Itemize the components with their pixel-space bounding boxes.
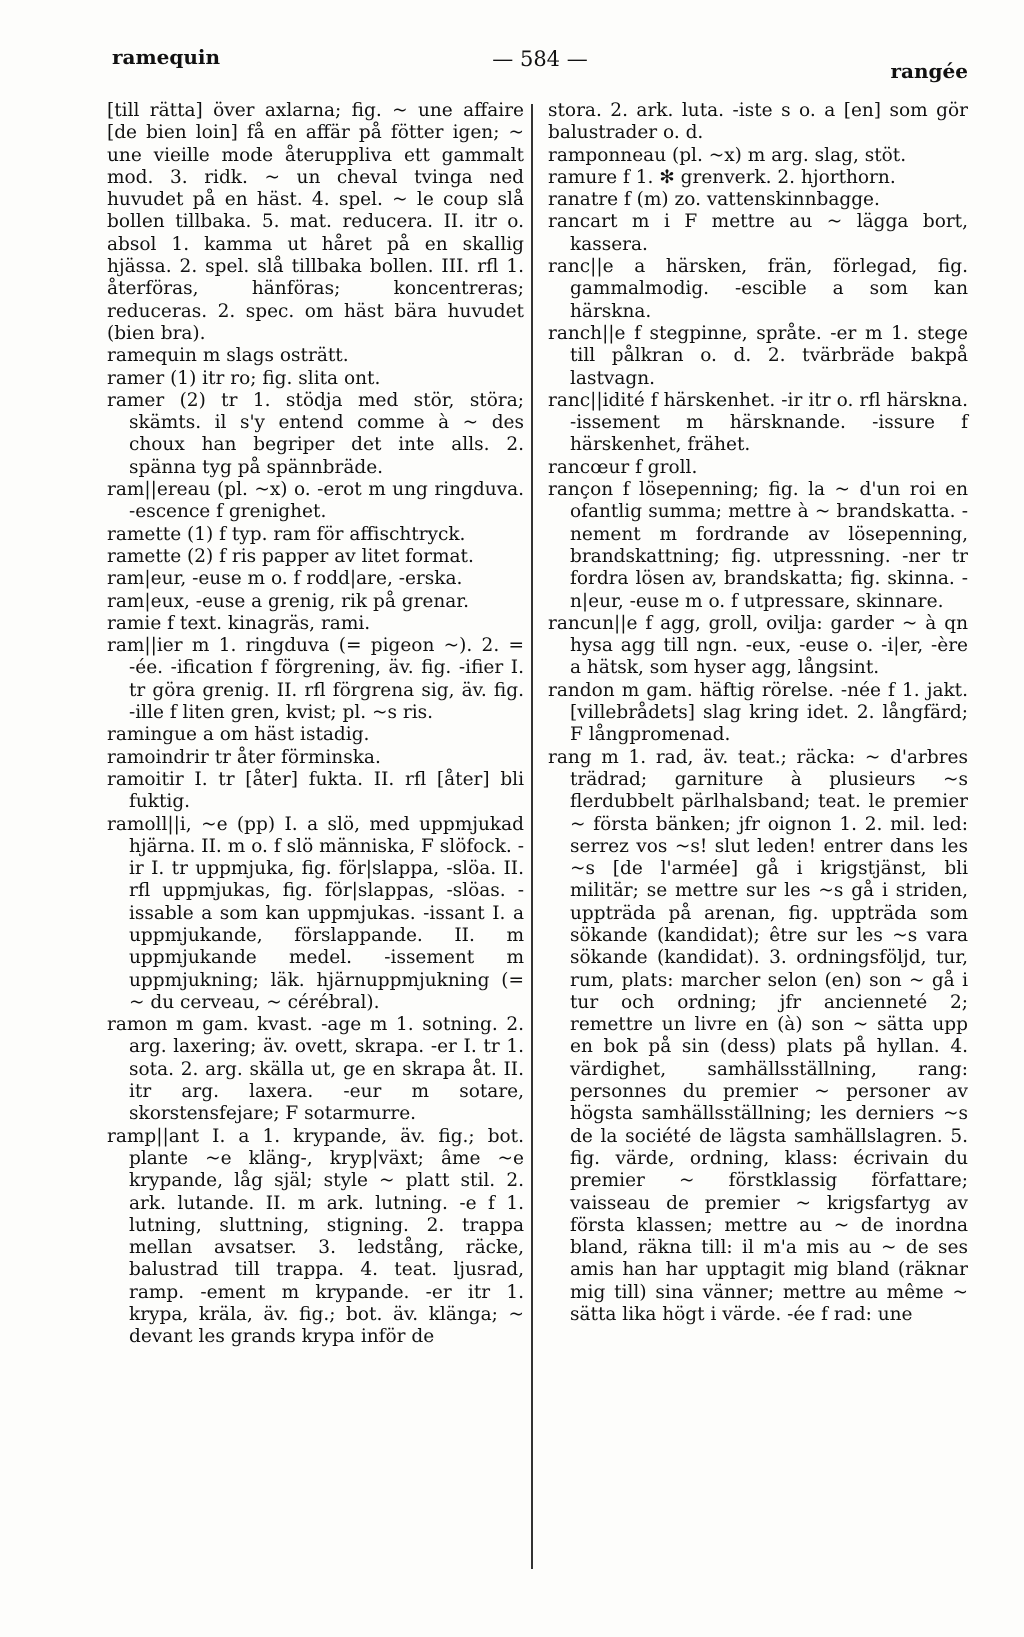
dictionary-entry: ramingue a om häst istadig. <box>107 724 370 746</box>
dictionary-entry: ranc||e a härsken, frän, förlegad, fig. gammalmodig. -escible a som kan härskna. <box>548 256 968 322</box>
dictionary-entry: [till rätta] över axlarna; fig. ~ une affaire [de bien loin] få en affär på fötter igen; ~ une vieille mode återuppliva ett gammalt mod. 3. ridk. ~ un cheval tvinga ned huvudet på en häst. 4. spel. ~ le coup slå bollen tillbaka. 5. mat. reducera. II. itr o. absol 1. kamma ut håret på en skallig hjässa. 2. spel. slå tillbaka bollen. III. rfl 1. återföras, hänföras; koncentreras; reduceras. 2. spec. om häst bära huvudet (bien bra). <box>107 100 524 344</box>
dictionary-entry: rancœur f groll. <box>548 456 698 478</box>
dictionary-entry: ramette (2) f ris papper av litet format. <box>107 545 474 567</box>
dictionary-entry: ramure f 1. ✻ grenverk. 2. hjorthorn. <box>548 166 896 188</box>
dictionary-entry: ram|eur, -euse m o. f rodd|are, -erska. <box>107 568 463 590</box>
dictionary-entry: ranch||e f stegpinne, språte. -er m 1. stege till pålkran o. d. 2. tvärbräde bakpå lastvagn. <box>548 322 968 389</box>
dictionary-entry: rang m 1. rad, äv. teat.; räcka: ~ d'arbres trädrad; garniture à plusieurs ~s flerdubbelt pärlhalsband; teat. le premier ~ första bänken; jfr oignon 1. 2. mil. led: serrez vos ~s! slut leden! entrer dans les ~s [de l'armée] gå i krigstjänst, bli militär; se mettre sur les ~s gå i striden, uppträda på arenan, fig. uppträda som sökande (kandidat); être sur les ~s vara sökande (kandidat). 3. ordningsföljd, tur, rum, plats: marcher selon (en) son ~ gå i tur och ordning; jfr ancienneté 2; remettre un livre en (à) son ~ sätta upp en bok på sin (dess) plats på hyllan. 4. värdighet, samhällsställning, rang: personnes du premier ~ personer av högsta samhällsställning; les derniers ~s de la société de lägsta samhällslagren. 5. fig. värde, ordning, klass: écrivain du premier ~ förstklassig författare; vaisseau de premier ~ krigsfartyg av första klassen; mettre au ~ de inordna bland, räkna till: il m'a mis au ~ de ses amis han har upptagit mig bland (räknar mig till) sina vänner; mettre au même ~ sätta lika högt i värde. -ée f rad: une <box>548 746 968 1326</box>
dictionary-entry: ramie f text. kinagräs, rami. <box>107 612 371 634</box>
page-number: — 584 — <box>492 47 588 71</box>
dictionary-entry: stora. 2. ark. luta. -iste s o. a [en] som gör balustrader o. d. <box>548 100 968 144</box>
dictionary-entry: ramoitir I. tr [åter] fukta. II. rfl [åter] bli fuktig. <box>107 768 524 813</box>
left-running-headword: ramequin <box>112 45 221 69</box>
dictionary-entry: rancart m i F mettre au ~ lägga bort, kassera. <box>548 211 968 255</box>
dictionary-entry: ramequin m slags osträtt. <box>107 345 349 367</box>
right-running-headword: rangée <box>890 59 968 83</box>
right-column <box>548 100 968 1326</box>
dictionary-entry: randon m gam. häftig rörelse. -née f 1. jakt. [villebrådets] slag kring idet. 2. långfärd; F långpromenad. <box>548 679 968 746</box>
page-header <box>112 45 968 85</box>
dictionary-entry: ramer (1) itr ro; fig. slita ont. <box>107 367 381 389</box>
dictionary-entry: ramponneau (pl. ~x) m arg. slag, stöt. <box>548 144 907 166</box>
dictionary-entry: ram||ier m 1. ringduva (= pigeon ~). 2. = -ée. -ification f förgrening, äv. fig. -ifier I. tr göra grenig. II. rfl förgrena sig, äv. fig. -ille f liten gren, kvist; pl. ~s ris. <box>107 635 524 724</box>
dictionary-entry: ramette (1) f typ. ram för affischtryck. <box>107 523 466 545</box>
dictionary-entry: rancun||e f agg, groll, ovilja: garder ~ à qn hysa agg till ngn. -eux, -euse o. -i|er, -ère a hätsk, som hyser agg, långsint. <box>548 612 968 679</box>
dictionary-entry: rançon f lösepenning; fig. la ~ d'un roi en ofantlig summa; mettre à ~ brandskatta. -nement m fordrande av lösepenning, brandskattning; fig. utpressning. -ner tr fordra lösen av, brandskatta; fig. skinna. -n|eur, -euse m o. f utpressare, skinnare. <box>548 479 968 612</box>
dictionary-entry: ramer (2) tr 1. stödja med stör, störa; skämts. il s'y entend comme à ~ des choux han begriper det inte alls. 2. spänna tyg på spännbräde. <box>107 389 524 478</box>
dictionary-entry: ramoindrir tr åter förminska. <box>107 746 381 768</box>
dictionary-entry: ramon m gam. kvast. -age m 1. sotning. 2. arg. laxering; äv. ovett, skrapa. -er I. tr 1. sota. 2. arg. skälla ut, ge en skrapa åt. II. itr arg. laxera. -eur m sotare, skorstensfejare; F sotarmurre. <box>107 1014 524 1125</box>
dictionary-entry: ram||ereau (pl. ~x) o. -erot m ung ringduva. -escence f grenighet. <box>107 479 524 523</box>
dictionary-entry: ranatre f (m) zo. vattenskinnbagge. <box>548 189 880 211</box>
dictionary-entry: ranc||idité f härskenhet. -ir itr o. rfl härskna. -issement m härsknande. -issure f härskenhet, frähet. <box>548 389 968 456</box>
dictionary-entry: ramp||ant I. a 1. krypande, äv. fig.; bot. plante ~e kläng-, kryp|växt; âme ~e krypande, låg själ; style ~ platt stil. 2. ark. lutande. II. m ark. lutning. -e f 1. lutning, sluttning, stigning. 2. trappa mellan avsatser. 3. ledstång, räcke, balustrad till trappa. 4. teat. ljusrad, ramp. -ement m krypande. -er itr 1. krypa, kräla, äv. fig.; bot. äv. klänga; ~ devant les grands krypa inför de <box>107 1125 524 1348</box>
column-divider <box>531 104 533 1569</box>
left-column <box>107 100 524 1349</box>
dictionary-entry: ramoll||i, ~e (pp) I. a slö, med uppmjukad hjärna. II. m o. f slö människa, F slöfock. -ir I. tr uppmjuka, fig. för|slappa, -slöa. II. rfl uppmjukas, fig. för|slappas, -slöas. -issable a som kan uppmjukas. -issant I. a uppmjukande, förslappande. II. m uppmjukande medel. -issement m uppmjukning; läk. hjärnuppmjukning (= ~ du cerveau, ~ cérébral). <box>107 813 524 1013</box>
dictionary-entry: ram|eux, -euse a grenig, rik på grenar. <box>107 590 469 612</box>
